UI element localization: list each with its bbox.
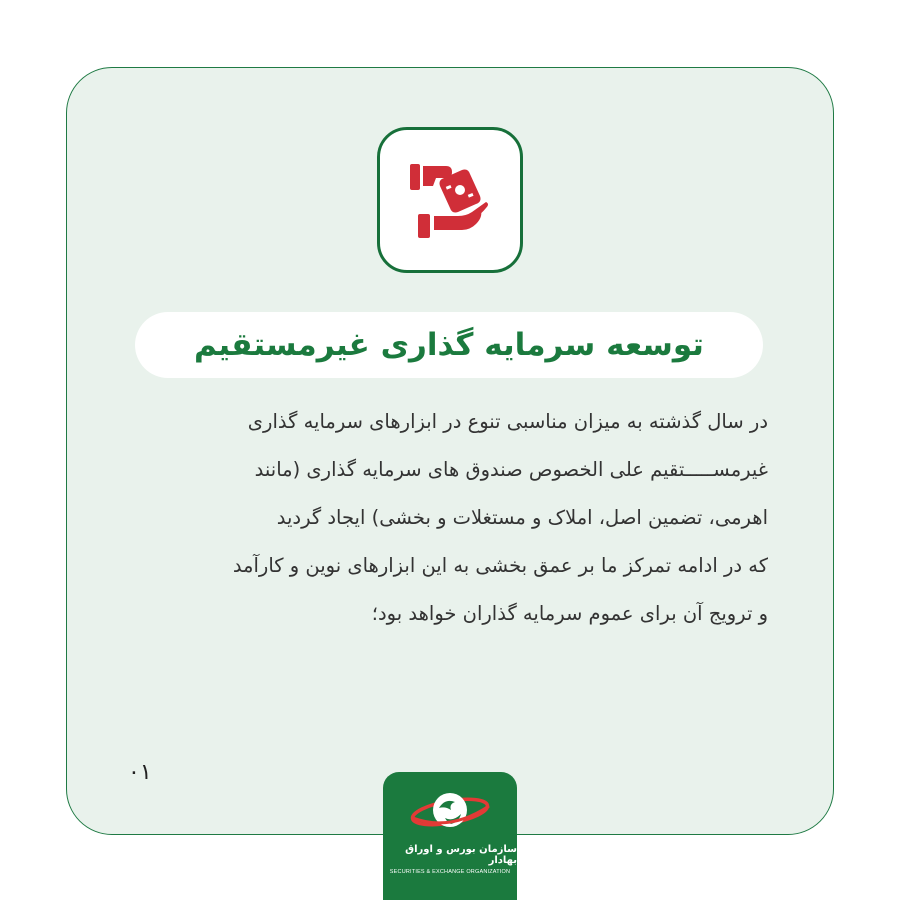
body-line: در سال گذشته به میزان مناسبی تنوع در ابزارهای سرمایه گذاری: [247, 410, 768, 433]
logo-name-fa: سازمان بورس و اوراق بهادار: [405, 844, 517, 866]
body-line: و ترویج آن برای عموم سرمایه گذاران خواهد بود؛: [371, 602, 768, 625]
body-paragraph: [128, 398, 768, 638]
page-number: ۰۱: [128, 760, 152, 785]
logo-name-en: SECURITIES & EXCHANGE ORGANIZATION: [389, 869, 511, 875]
body-line: غیرمســـــتقیم علی الخصوص صندوق های سرمایه گذاری (مانند: [254, 458, 768, 481]
page-title: توسعه سرمایه گذاری غیرمستقیم: [194, 327, 704, 363]
icon-box: [377, 127, 523, 273]
body-line: که در ادامه تمرکز ما بر عمق بخشی به این ابزارهای نوین و کارآمد: [232, 554, 768, 577]
seo-emblem-icon: [405, 782, 495, 840]
hand-giving-money-icon: [406, 156, 494, 244]
body-line: اهرمی، تضمین اصل، املاک و مستغلات و بخشی) ایجاد گردید: [276, 506, 768, 529]
title-pill: [135, 312, 763, 378]
organization-logo: [383, 772, 517, 900]
